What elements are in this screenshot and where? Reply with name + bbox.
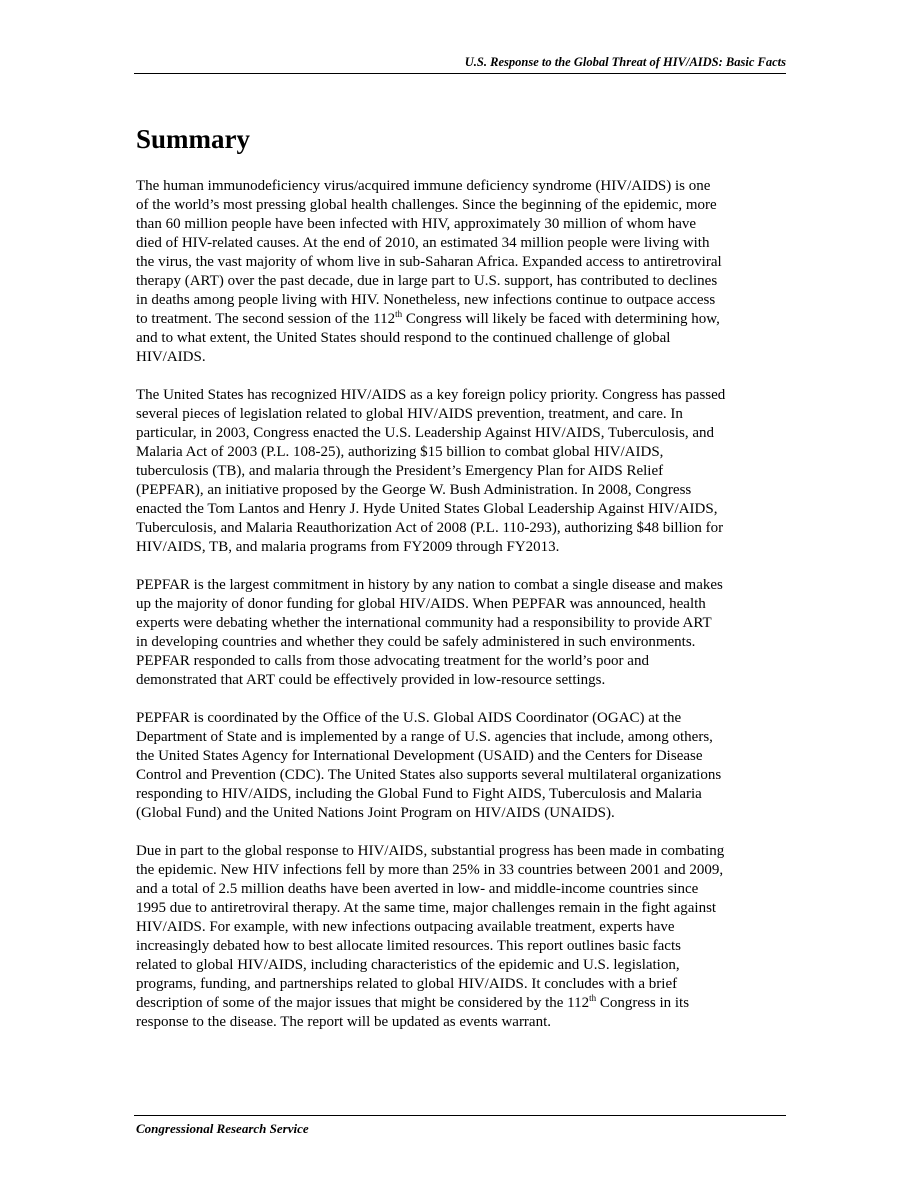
text-line: in deaths among people living with HIV. Nonetheless, new infections continue to outpace access bbox=[136, 292, 716, 308]
text-line: related to global HIV/AIDS, including characteristics of the epidemic and U.S. legislation, bbox=[136, 957, 680, 973]
text-line: the epidemic. New HIV infections fell by more than 25% in 33 countries between 2001 and 2009, bbox=[136, 862, 724, 878]
text-line: experts were debating whether the international community had a responsibility to provide ART bbox=[136, 615, 712, 631]
text-line: particular, in 2003, Congress enacted the U.S. Leadership Against HIV/AIDS, Tuberculosis, and bbox=[136, 425, 715, 441]
summary-body bbox=[136, 177, 788, 1051]
ordinal-superscript: th bbox=[395, 309, 403, 319]
text-line: Control and Prevention (CDC). The United States also supports several multilateral organizations bbox=[136, 767, 722, 783]
paragraph-1 bbox=[136, 177, 788, 367]
text-line: several pieces of legislation related to global HIV/AIDS prevention, treatment, and care. In bbox=[136, 406, 683, 422]
text-line: (PEPFAR), an initiative proposed by the George W. Bush Administration. In 2008, Congress bbox=[136, 482, 692, 498]
text-line: HIV/AIDS, TB, and malaria programs from FY2009 through FY2013. bbox=[136, 539, 560, 555]
text-line: HIV/AIDS. bbox=[136, 349, 206, 365]
text-line: HIV/AIDS. For example, with new infections outpacing available treatment, experts have bbox=[136, 919, 675, 935]
paragraph-2 bbox=[136, 386, 788, 557]
paragraph-3 bbox=[136, 576, 788, 690]
text-line: of the world’s most pressing global health challenges. Since the beginning of the epidemic, more bbox=[136, 197, 717, 213]
page-title: Summary bbox=[136, 124, 250, 154]
text-line: programs, funding, and partnerships related to global HIV/AIDS. It concludes with a brief bbox=[136, 976, 678, 992]
footer-rule bbox=[134, 1115, 786, 1116]
text-line: PEPFAR responded to calls from those advocating treatment for the world’s poor and bbox=[136, 653, 649, 669]
text-fragment: Congress will likely be faced with determining how, bbox=[402, 311, 720, 327]
text-line: PEPFAR is coordinated by the Office of the U.S. Global AIDS Coordinator (OGAC) at the bbox=[136, 710, 682, 726]
text-line: response to the disease. The report will be updated as events warrant. bbox=[136, 1014, 552, 1030]
text-line: up the majority of donor funding for global HIV/AIDS. When PEPFAR was announced, health bbox=[136, 596, 706, 612]
text-line: increasingly debated how to best allocate limited resources. This report outlines basic facts bbox=[136, 938, 681, 954]
footer-publisher: Congressional Research Service bbox=[136, 1121, 309, 1136]
text-line: tuberculosis (TB), and malaria through the President’s Emergency Plan for AIDS Relief bbox=[136, 463, 664, 479]
text-line-with-superscript bbox=[136, 994, 788, 1013]
text-line: Department of State and is implemented by a range of U.S. agencies that include, among others, bbox=[136, 729, 713, 745]
text-line: The United States has recognized HIV/AIDS as a key foreign policy priority. Congress has passed bbox=[136, 387, 726, 403]
text-line: and to what extent, the United States should respond to the continued challenge of global bbox=[136, 330, 671, 346]
text-line: (Global Fund) and the United Nations Joint Program on HIV/AIDS (UNAIDS). bbox=[136, 805, 615, 821]
text-line: died of HIV-related causes. At the end of 2010, an estimated 34 million people were living with bbox=[136, 235, 710, 251]
running-header: U.S. Response to the Global Threat of HIV/AIDS: Basic Facts bbox=[464, 55, 786, 69]
text-line: the virus, the vast majority of whom live in sub-Saharan Africa. Expanded access to antiretroviral bbox=[136, 254, 722, 270]
paragraph-5 bbox=[136, 842, 788, 1032]
text-line: than 60 million people have been infected with HIV, approximately 30 million of whom have bbox=[136, 216, 697, 232]
text-line: Tuberculosis, and Malaria Reauthorization Act of 2008 (P.L. 110-293), authorizing $48 billion for bbox=[136, 520, 724, 536]
text-line: PEPFAR is the largest commitment in history by any nation to combat a single disease and makes bbox=[136, 577, 723, 593]
text-fragment: description of some of the major issues that might be considered by the 112 bbox=[136, 995, 590, 1011]
text-line: therapy (ART) over the past decade, due in large part to U.S. support, has contributed to declines bbox=[136, 273, 718, 289]
ordinal-superscript: th bbox=[589, 993, 597, 1003]
text-line: 1995 due to antiretroviral therapy. At the same time, major challenges remain in the fight against bbox=[136, 900, 717, 916]
text-line: Due in part to the global response to HIV/AIDS, substantial progress has been made in combating bbox=[136, 843, 725, 859]
text-line: Malaria Act of 2003 (P.L. 108-25), authorizing $15 billion to combat global HIV/AIDS, bbox=[136, 444, 664, 460]
header-rule bbox=[134, 73, 786, 74]
text-line: the United States Agency for International Development (USAID) and the Centers for Disease bbox=[136, 748, 703, 764]
text-fragment: Congress in its bbox=[596, 995, 690, 1011]
text-fragment: to treatment. The second session of the 112 bbox=[136, 311, 396, 327]
text-line: The human immunodeficiency virus/acquired immune deficiency syndrome (HIV/AIDS) is one bbox=[136, 178, 711, 194]
paragraph-4 bbox=[136, 709, 788, 823]
text-line-with-superscript bbox=[136, 310, 788, 329]
text-line: demonstrated that ART could be effectively provided in low-resource settings. bbox=[136, 672, 606, 688]
text-line: and a total of 2.5 million deaths have been averted in low- and middle-income countries since bbox=[136, 881, 699, 897]
text-line: responding to HIV/AIDS, including the Global Fund to Fight AIDS, Tuberculosis and Malaria bbox=[136, 786, 702, 802]
text-line: enacted the Tom Lantos and Henry J. Hyde United States Global Leadership Against HIV/AIDS, bbox=[136, 501, 718, 517]
text-line: in developing countries and whether they could be safely administered in such environments. bbox=[136, 634, 696, 650]
